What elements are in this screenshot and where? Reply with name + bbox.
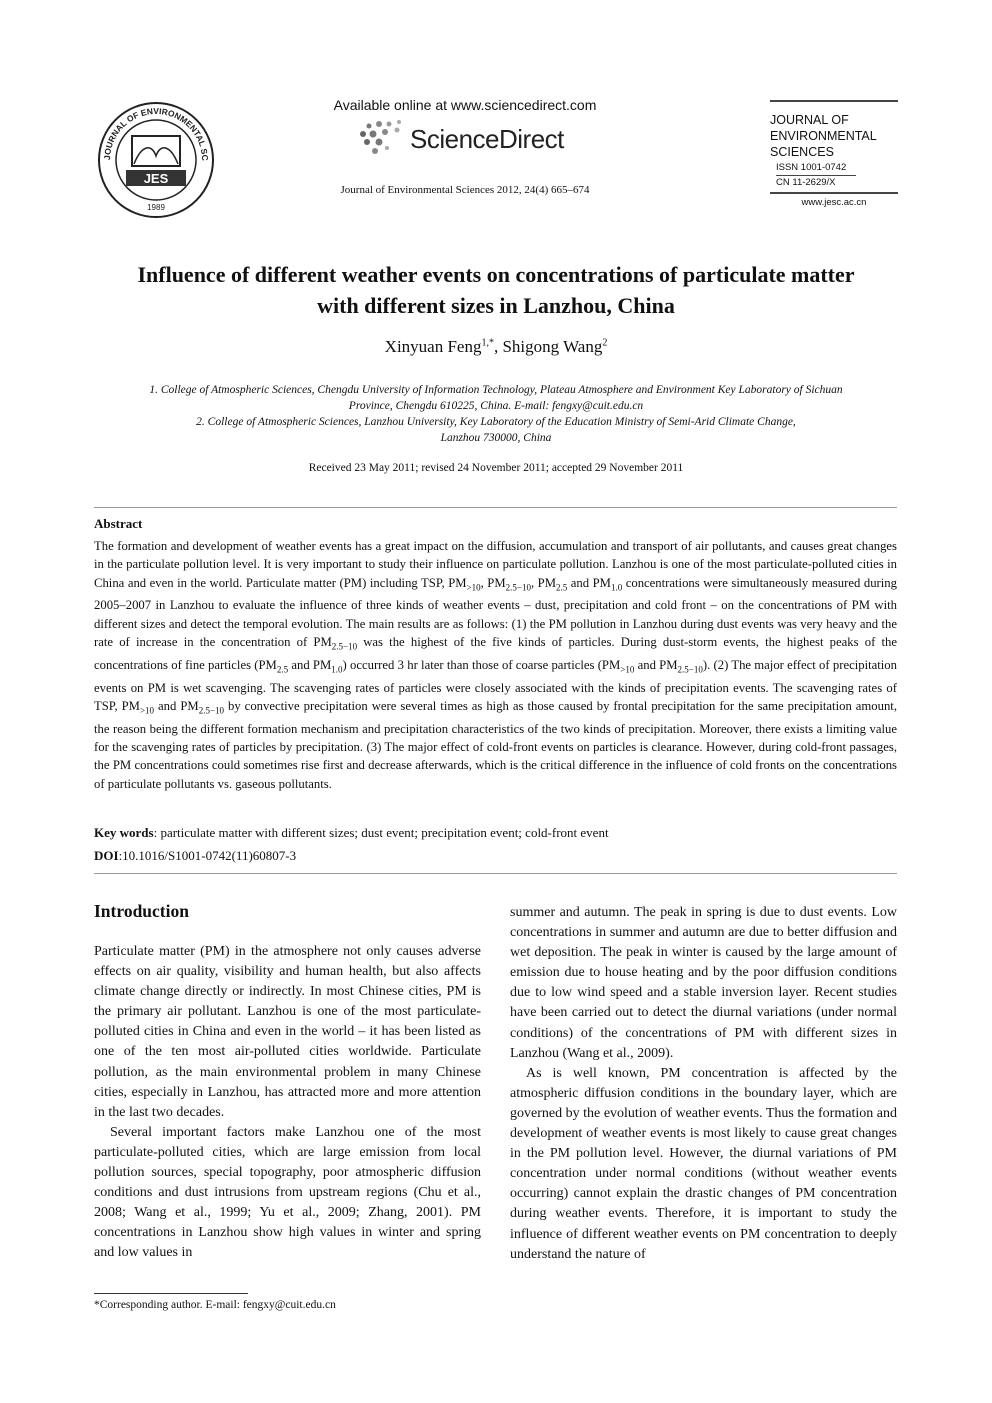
journal-issn: ISSN 1001-0742: [776, 162, 847, 173]
svg-text:JOURNAL OF ENVIRONMENTAL SCIEN: [92, 100, 210, 161]
affiliation-line: Province, Chengdu 610225, China. E-mail: fengxy@cuit.edu.cn: [348, 400, 644, 412]
affiliations: [80, 382, 912, 446]
journal-logo: [92, 100, 220, 220]
journal-box: [770, 100, 898, 208]
body-paragraph: Several important factors make Lanzhou one of the most particulate-polluted cities, which are large emission from local pollution sources, special topography, poor atmospheric diffusion conditions and dust intrusions from upstream regions (Chu et al., 2008; Wang et al., 1999; Yu et al., 2009; Zhang, 2001). PM concentrations in Lanzhou show high values in winter and spring and low values in: [94, 1124, 481, 1261]
logo-abbr: JES: [143, 171, 169, 186]
logo-ring-text: JOURNAL OF ENVIRONMENTAL SC: [101, 105, 211, 162]
journal-cn: CN 11-2629/X: [776, 175, 856, 188]
doi: [94, 848, 897, 864]
footnote-corresponding-author: *Corresponding author. E-mail: fengxy@cuit.edu.cn: [94, 1299, 336, 1311]
affiliation-line: 1. College of Atmospheric Sciences, Chengdu University of Information Technology, Plateau Atmosphere and Environment Key Laboratory of Sichuan: [149, 384, 843, 396]
author-1: Xinyuan Feng: [384, 337, 482, 356]
author-2: Shigong Wang: [502, 337, 603, 356]
authors: [60, 337, 932, 357]
abstract-heading: Abstract: [94, 516, 143, 531]
body-paragraph: summer and autumn. The peak in spring is due to dust events. Low concentrations in summer and autumn are due to better diffusion and wet deposition. The peak in winter is caused by the large amount of emission due to house heating and by the poor diffusion conditions due to low wind speed and a stable inversion layer. Recent studies have been carried out to detect the diurnal variations (under normal conditions) of the concentrations of PM with different sizes in Lanzhou (Wang et al., 2009).: [510, 905, 897, 1061]
journal-name: JOURNAL OF ENVIRONMENTAL SCIENCES: [770, 113, 877, 159]
footnote-rule: [94, 1293, 248, 1294]
author-1-affil: 1,*: [481, 337, 494, 349]
keywords-label: Key words: [94, 825, 154, 840]
body-column-right: [510, 903, 897, 1265]
title-line-2: with different sizes in Lanzhou, China: [317, 293, 675, 318]
body-paragraph: Particulate matter (PM) in the atmosphere not only causes adverse effects on air quality, visibility and human health, but also affects climate change directly or indirectly. In most Chinese cities, PM is the primary air pollutant. Lanzhou is one of the most particulate-polluted cities in China and even in the world – it has been listed as one of the ten most air-polluted cities worldwide. Particulate pollution, as the main environmental problem in many Chinese cities, especially in Lanzhou, has attracted more and more attention in the last two decades.: [94, 944, 481, 1120]
article-title: [60, 259, 932, 321]
author-2-affil: 2: [602, 337, 608, 349]
divider: [94, 873, 897, 874]
keywords: [94, 825, 897, 841]
journal-box-bottom-rule: [770, 192, 898, 194]
journal-box-top-rule: [770, 100, 898, 102]
affiliation-line: 2. College of Atmospheric Sciences, Lanzhou University, Key Laboratory of the Education Ministry of Semi-Arid Climate Change,: [196, 416, 796, 428]
journal-url: www.jesc.ac.cn: [801, 197, 867, 208]
sciencedirect-wordmark: ScienceDirect: [410, 124, 564, 154]
journal-reference: Journal of Environmental Sciences 2012, 24(4) 665–674: [340, 184, 590, 196]
available-online: Available online at www.sciencedirect.com: [333, 97, 597, 113]
article-dates: Received 23 May 2011; revised 24 November 2011; accepted 29 November 2011: [308, 462, 684, 474]
doi-label: DOI: [94, 848, 119, 863]
abstract-text: The formation and development of weather events has a great impact on the diffusion, accumulation and transport of air pollutants, and causes great changes in the particulate pollution level. It is very important to study their influence on particulate pollution. Lanzhou is one of the most particulate-polluted cities in China and even in the world. Particulate matter (PM) including TSP, $PM_{>10}$, $PM_{2.5-10}$, $PM_{2.5}$ and $PM_{1.0}$ concentrations were simultaneously measured during 2005–2007 in Lanzhou to evaluate the influence of three kinds of weather events – dust, precipitation and cold front – on the concentrations of PM with different sizes and detect the temporal evolution. The main results are as follows: (1) the PM pollution in Lanzhou during dust events was very heavy and the rate of increase in the concentration of $PM_{2.5-10}$ was the highest of the five kinds of particles. During dust-storm events, the highest peaks of the concentrations of fine particles ($PM_{2.5}$ and $PM_{1.0}$) occurred 3 hr later than those of coarse particles ($PM_{>10}$ and $PM_{2.5-10}$). (2) The major effect of precipitation events on PM is wet scavenging. The scavenging rates of particles were closely associated with the kinds of precipitation events. The scavenging rates of TSP, $PM_{>10}$ and $PM_{2.5-10}$ by convective precipitation were several times as high as those caused by frontal precipitation for the same precipitation amount, the reason being the different formation mechanism and precipitation characteristics of the two kinds of precipitation. Moreover, there exists a limiting value for the scavenging rates of particles by precipitation. (3) The major effect of cold-front events on particles is clearance. However, during cold-front passages, the PM concentrations could sometimes rise first and decrease afterwards, which is the critical difference in the influence of cold fronts on the concentrations of particulate pollutants vs. gaseous pollutants.: [94, 539, 898, 791]
title-line-1: Influence of different weather events on concentrations of particulate matter: [137, 262, 855, 287]
keywords-text: : particulate matter with different sizes; dust event; precipitation event; cold-front event: [153, 825, 609, 840]
author-separator: ,: [493, 337, 503, 356]
logo-year: 1989: [147, 203, 165, 212]
affiliation-line: Lanzhou 730000, China: [440, 432, 552, 444]
body-column-left: [94, 942, 481, 1264]
doi-link[interactable]: :10.1016/S1001-0742(11)60807-3: [118, 848, 297, 863]
divider: [94, 507, 897, 508]
sciencedirect-dots-icon: [355, 118, 415, 158]
section-heading-introduction: Introduction: [94, 901, 189, 921]
body-paragraph: As is well known, PM concentration is affected by the atmospheric diffusion conditions in the boundary layer, which are governed by the evolution of weather events. Thus the formation and development of weather events is most likely to cause great changes in the PM pollution level. However, the diurnal variations of PM concentration under normal conditions (without weather events occurring) cannot explain the drastic changes of PM concentration during weather events. Therefore, it is important to study the influence of different weather events on PM concentration to deeply understand the nature of: [510, 1065, 897, 1262]
